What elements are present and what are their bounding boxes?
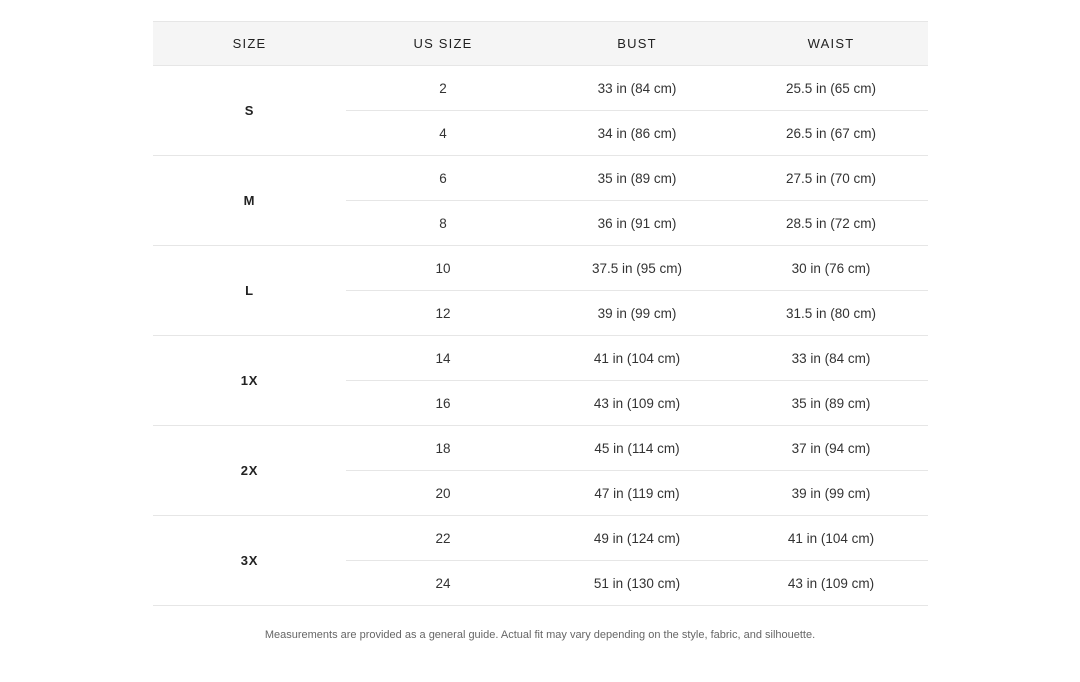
waist-cell: 30 in (76 cm) [734, 246, 928, 291]
bust-cell: 47 in (119 cm) [540, 471, 734, 516]
waist-cell: 43 in (109 cm) [734, 561, 928, 606]
waist-cell: 26.5 in (67 cm) [734, 111, 928, 156]
header-bust: BUST [540, 22, 734, 66]
bust-cell: 37.5 in (95 cm) [540, 246, 734, 291]
waist-cell: 35 in (89 cm) [734, 381, 928, 426]
waist-cell: 41 in (104 cm) [734, 516, 928, 561]
us-size-cell: 12 [346, 291, 540, 336]
bust-cell: 36 in (91 cm) [540, 201, 734, 246]
waist-cell: 37 in (94 cm) [734, 426, 928, 471]
table-row [153, 426, 928, 471]
us-size-cell: 24 [346, 561, 540, 606]
size-label: M [153, 156, 346, 246]
header-size: SIZE [153, 22, 346, 66]
bust-cell: 33 in (84 cm) [540, 66, 734, 111]
table-row [153, 246, 928, 291]
bust-cell: 43 in (109 cm) [540, 381, 734, 426]
size-chart-header [153, 22, 928, 66]
waist-cell: 33 in (84 cm) [734, 336, 928, 381]
bust-cell: 39 in (99 cm) [540, 291, 734, 336]
us-size-cell: 2 [346, 66, 540, 111]
table-row [153, 516, 928, 561]
waist-cell: 25.5 in (65 cm) [734, 66, 928, 111]
bust-cell: 41 in (104 cm) [540, 336, 734, 381]
us-size-cell: 8 [346, 201, 540, 246]
bust-cell: 51 in (130 cm) [540, 561, 734, 606]
size-chart-container [153, 21, 928, 606]
table-row [153, 66, 928, 111]
size-label: 2X [153, 426, 346, 516]
us-size-cell: 4 [346, 111, 540, 156]
table-row [153, 156, 928, 201]
us-size-cell: 6 [346, 156, 540, 201]
waist-cell: 28.5 in (72 cm) [734, 201, 928, 246]
us-size-cell: 22 [346, 516, 540, 561]
measurement-disclaimer: Measurements are provided as a general guide. Actual fit may vary depending on the style, fabric, and silhouette. [264, 629, 816, 641]
us-size-cell: 10 [346, 246, 540, 291]
waist-cell: 31.5 in (80 cm) [734, 291, 928, 336]
us-size-cell: 18 [346, 426, 540, 471]
bust-cell: 45 in (114 cm) [540, 426, 734, 471]
header-us-size: US SIZE [346, 22, 540, 66]
table-row [153, 336, 928, 381]
size-chart-table [153, 21, 928, 606]
bust-cell: 34 in (86 cm) [540, 111, 734, 156]
header-row [153, 22, 928, 66]
size-label: S [153, 66, 346, 156]
header-waist: WAIST [734, 22, 928, 66]
size-label: 1X [153, 336, 346, 426]
size-chart-body [153, 66, 928, 606]
us-size-cell: 20 [346, 471, 540, 516]
us-size-cell: 14 [346, 336, 540, 381]
bust-cell: 35 in (89 cm) [540, 156, 734, 201]
size-label: L [153, 246, 346, 336]
size-label: 3X [153, 516, 346, 606]
waist-cell: 27.5 in (70 cm) [734, 156, 928, 201]
waist-cell: 39 in (99 cm) [734, 471, 928, 516]
us-size-cell: 16 [346, 381, 540, 426]
bust-cell: 49 in (124 cm) [540, 516, 734, 561]
